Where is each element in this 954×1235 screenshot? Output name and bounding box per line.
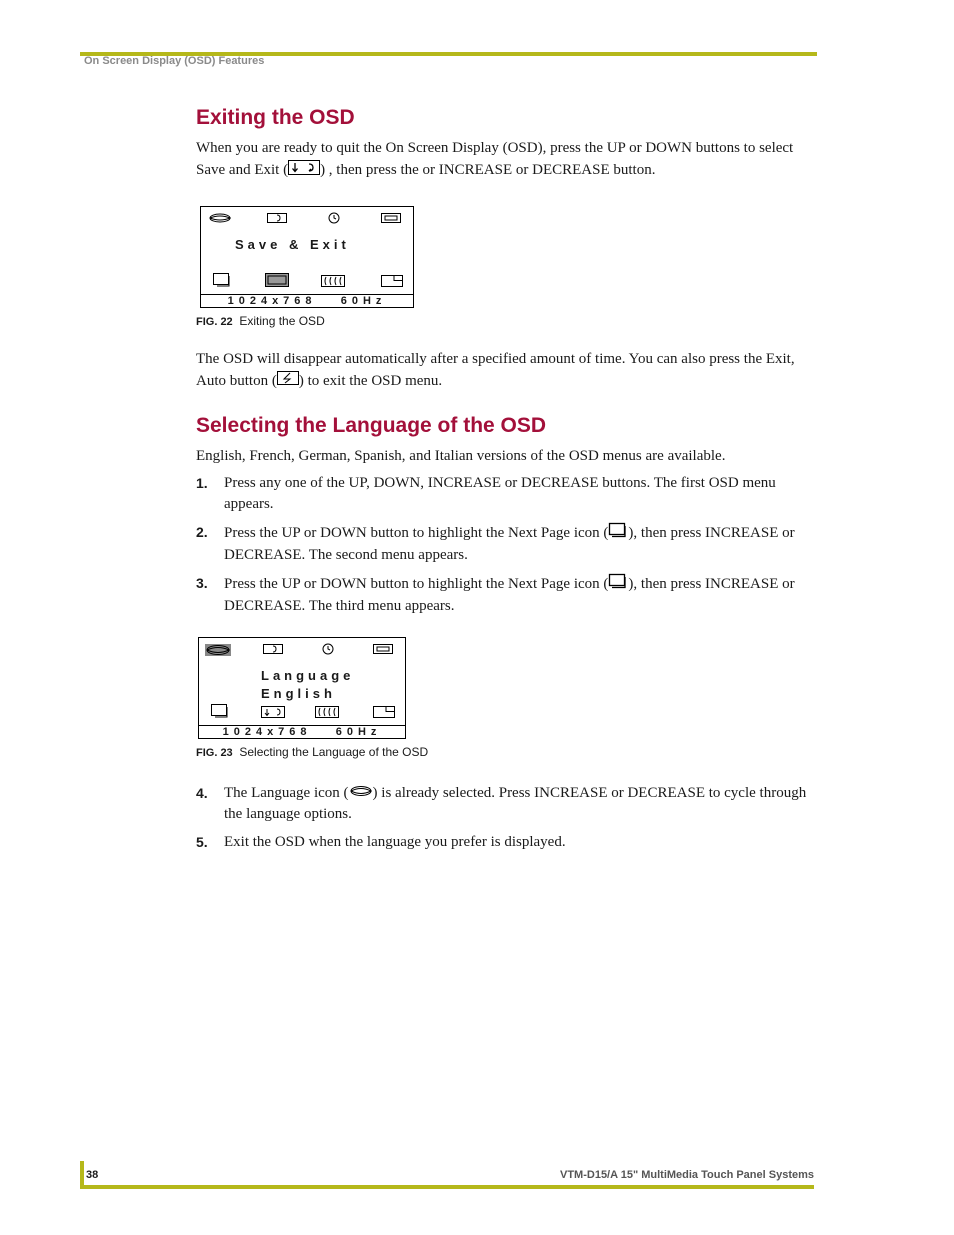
language-icon-selected — [205, 644, 231, 656]
steps-list-a — [196, 473, 816, 617]
clock-icon — [327, 211, 341, 225]
adjust-icon — [321, 275, 345, 287]
auto-exit-icon — [277, 370, 299, 392]
osd-language-figure — [198, 637, 406, 739]
next-page-icon — [608, 522, 628, 545]
paragraph-save-exit: When you are ready to quit the On Screen Display (OSD), press the UP or DOWN buttons to select Save and Exit ( ) , then press the or INCREASE or DECREASE button. — [196, 137, 816, 182]
prev-page-icon — [381, 275, 403, 287]
page-number: 38 — [86, 1169, 99, 1181]
osd-title: Save & Exit — [235, 236, 350, 252]
footer-rule — [80, 1185, 814, 1189]
osd-resolution: 1024x768 60Hz — [201, 294, 413, 307]
osd-resolution: 1024x768 60Hz — [199, 725, 405, 738]
footer-title: VTM-D15/A 15" MultiMedia Touch Panel Systems — [560, 1169, 814, 1181]
next-page-icon — [213, 273, 231, 287]
paragraph-language-intro: English, French, German, Spanish, and Italian versions of the OSD menus are available. — [196, 448, 726, 465]
language-icon — [209, 213, 231, 223]
paragraph-auto-exit: The OSD will disappear automatically after a specified amount of time. You can also press the Exit, Auto button ( ) to exit the OSD menu. — [196, 348, 816, 393]
next-page-icon — [211, 704, 229, 718]
page-content — [196, 105, 816, 860]
window-icon — [373, 644, 393, 654]
section-heading-language: Selecting the Language of the OSD — [196, 414, 547, 438]
list-item: 4. The Language icon ( ) is already selected. Press INCREASE or DECREASE to cycle through the language options. — [196, 785, 807, 823]
running-header: On Screen Display (OSD) Features — [84, 55, 265, 67]
save-exit-icon — [261, 706, 285, 718]
save-exit-icon — [267, 213, 287, 223]
figure-caption: FIG. 22 Exiting the OSD — [196, 313, 325, 328]
list-item: 2. Press the UP or DOWN button to highlight the Next Page icon ( ), then press INCREASE or DECREASE. The second menu appears. — [196, 524, 795, 564]
save-exit-icon — [263, 644, 283, 654]
osd-language-value: English — [261, 686, 336, 702]
clock-icon — [321, 642, 335, 656]
list-item: 3. Press the UP or DOWN button to highlight the Next Page icon ( ), then press INCREASE or DECREASE. The third menu appears. — [196, 575, 795, 615]
save-exit-icon-selected — [265, 273, 289, 287]
osd-save-exit-figure — [200, 206, 414, 308]
steps-list-b — [196, 783, 816, 853]
osd-language-label: Language — [261, 668, 355, 684]
language-icon — [349, 783, 373, 804]
figure-caption: FIG. 23 Selecting the Language of the OSD — [196, 745, 429, 760]
prev-page-icon — [373, 706, 395, 718]
list-item: 1. Press any one of the UP, DOWN, INCREASE or DECREASE buttons. The first OSD menu appears. — [196, 475, 776, 513]
next-page-icon — [608, 573, 628, 596]
window-icon — [381, 213, 401, 223]
save-exit-icon — [288, 160, 320, 182]
list-item: 5. Exit the OSD when the language you prefer is displayed. — [196, 834, 566, 851]
adjust-icon — [315, 706, 339, 718]
section-heading-exiting: Exiting the OSD — [196, 106, 355, 129]
